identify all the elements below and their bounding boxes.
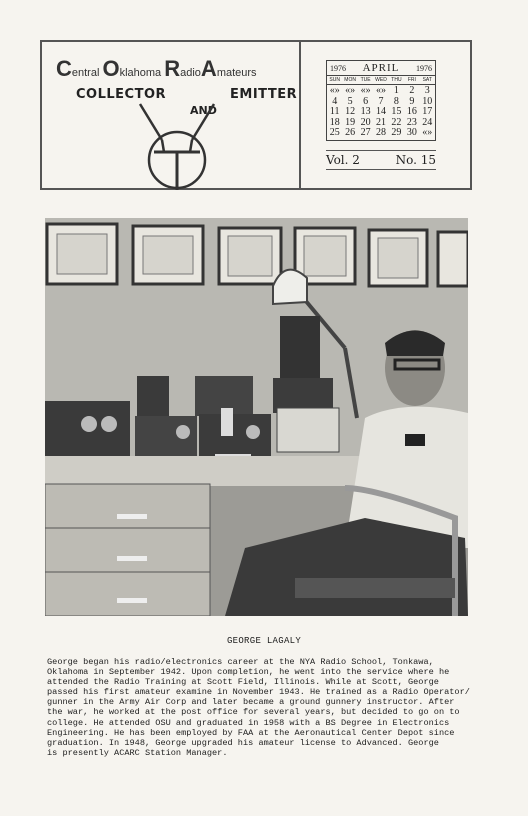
calendar-date: 11 xyxy=(329,106,340,117)
calendar-weekday: TUE xyxy=(360,77,371,83)
title-word-central: entral xyxy=(71,67,103,79)
calendar-date: 30 xyxy=(406,127,417,138)
calendar-weekday: MON xyxy=(344,77,356,83)
calendar-date: 18 xyxy=(329,116,340,128)
calendar-month: APRIL xyxy=(362,62,400,74)
calendar-date: 6 xyxy=(363,95,369,107)
title-initial-a: A xyxy=(200,56,217,81)
calendar-date: «» xyxy=(329,85,340,96)
title-word-amateurs: mateurs xyxy=(216,67,257,79)
calendar-date: 13 xyxy=(360,106,371,117)
calendar-date: 23 xyxy=(406,116,417,128)
calendar-date: 25 xyxy=(329,127,340,138)
newsletter-title-emitter: EMITTER xyxy=(230,87,298,102)
calendar-date: 16 xyxy=(406,106,417,117)
title-initial-c: C xyxy=(56,56,72,81)
issue-calendar xyxy=(326,60,436,141)
calendar-date: «» xyxy=(422,127,433,138)
biography-paragraph: George began his radio/electronics career at the NYA Radio School, Tonkawa, Oklahoma in September 1942. Upon completion, he went into the service where he attended the Radio Training at Scott Field, Illinois. While at Scott, George passed his first amateur examine in November 1943. He trained as a Radio Operator/ gunner in the Army Air Corp and later became a ground gunnery instructor. After the war, he worked at the post office for several years, but decided to go on to college. He attended OSU and graduated in 1958 with a BS Degree in Electronics Engineering. He has been employed by FAA at the Aeronautical Center Depot since graduation. In 1948, George upgraded his amateur license to Advanced. George is presently ACARC Station Manager. xyxy=(47,657,470,758)
masthead-divider xyxy=(299,42,301,188)
calendar-weekdays xyxy=(327,76,435,85)
calendar-date: 27 xyxy=(360,127,371,138)
photo-illustration xyxy=(45,218,468,616)
calendar-weekday: SUN xyxy=(329,77,340,83)
newsletter-title-and: AND xyxy=(190,104,217,117)
calendar-date: 9 xyxy=(409,95,415,107)
issue-volume: Vol. 2 xyxy=(326,153,360,167)
calendar-date: 24 xyxy=(422,116,433,128)
issue-number: No. 15 xyxy=(395,153,436,167)
calendar-date: 19 xyxy=(345,116,356,128)
calendar-weekday: FRI xyxy=(407,77,416,83)
calendar-date: 29 xyxy=(391,127,402,138)
calendar-date: 2 xyxy=(409,85,415,96)
calendar-weekday: WED xyxy=(375,77,387,83)
calendar-date: 21 xyxy=(375,116,386,128)
calendar-date: 10 xyxy=(422,95,433,107)
calendar-header xyxy=(327,61,435,76)
calendar-date: 8 xyxy=(393,95,399,107)
calendar-date: 26 xyxy=(345,127,356,138)
calendar-date: 7 xyxy=(378,95,384,107)
transistor-symbol-icon xyxy=(132,100,222,192)
calendar-year-right: 1976 xyxy=(416,63,432,73)
title-initial-o: O xyxy=(102,56,120,81)
calendar-date: 28 xyxy=(375,127,386,138)
calendar-weekday: THU xyxy=(391,77,402,83)
calendar-date: 20 xyxy=(360,116,371,128)
issue-line xyxy=(326,150,436,170)
calendar-date: «» xyxy=(345,85,356,96)
club-name xyxy=(56,56,296,82)
calendar-dates xyxy=(327,85,435,140)
title-word-oklahoma: klahoma xyxy=(119,67,165,79)
calendar-weekday: SAT xyxy=(422,77,432,83)
calendar-date: 17 xyxy=(422,106,433,117)
calendar-date: 12 xyxy=(345,106,356,117)
calendar-date: «» xyxy=(360,85,371,96)
calendar-date: «» xyxy=(375,85,386,96)
calendar-date: 15 xyxy=(391,106,402,117)
station-photo xyxy=(45,218,468,616)
calendar-date: 4 xyxy=(332,95,338,107)
calendar-date: 22 xyxy=(391,116,402,128)
calendar-date: 5 xyxy=(347,95,353,107)
calendar-date: 14 xyxy=(375,106,386,117)
calendar-date: 1 xyxy=(393,85,399,96)
calendar-year-left: 1976 xyxy=(330,63,346,73)
masthead xyxy=(40,40,472,190)
title-word-radio: adio xyxy=(180,67,201,79)
newsletter-title-collector: COLLECTOR xyxy=(76,87,167,102)
calendar-date: 3 xyxy=(424,85,430,96)
photo-caption: GEORGE LAGALY xyxy=(226,636,302,646)
title-initial-r: R xyxy=(164,56,181,81)
